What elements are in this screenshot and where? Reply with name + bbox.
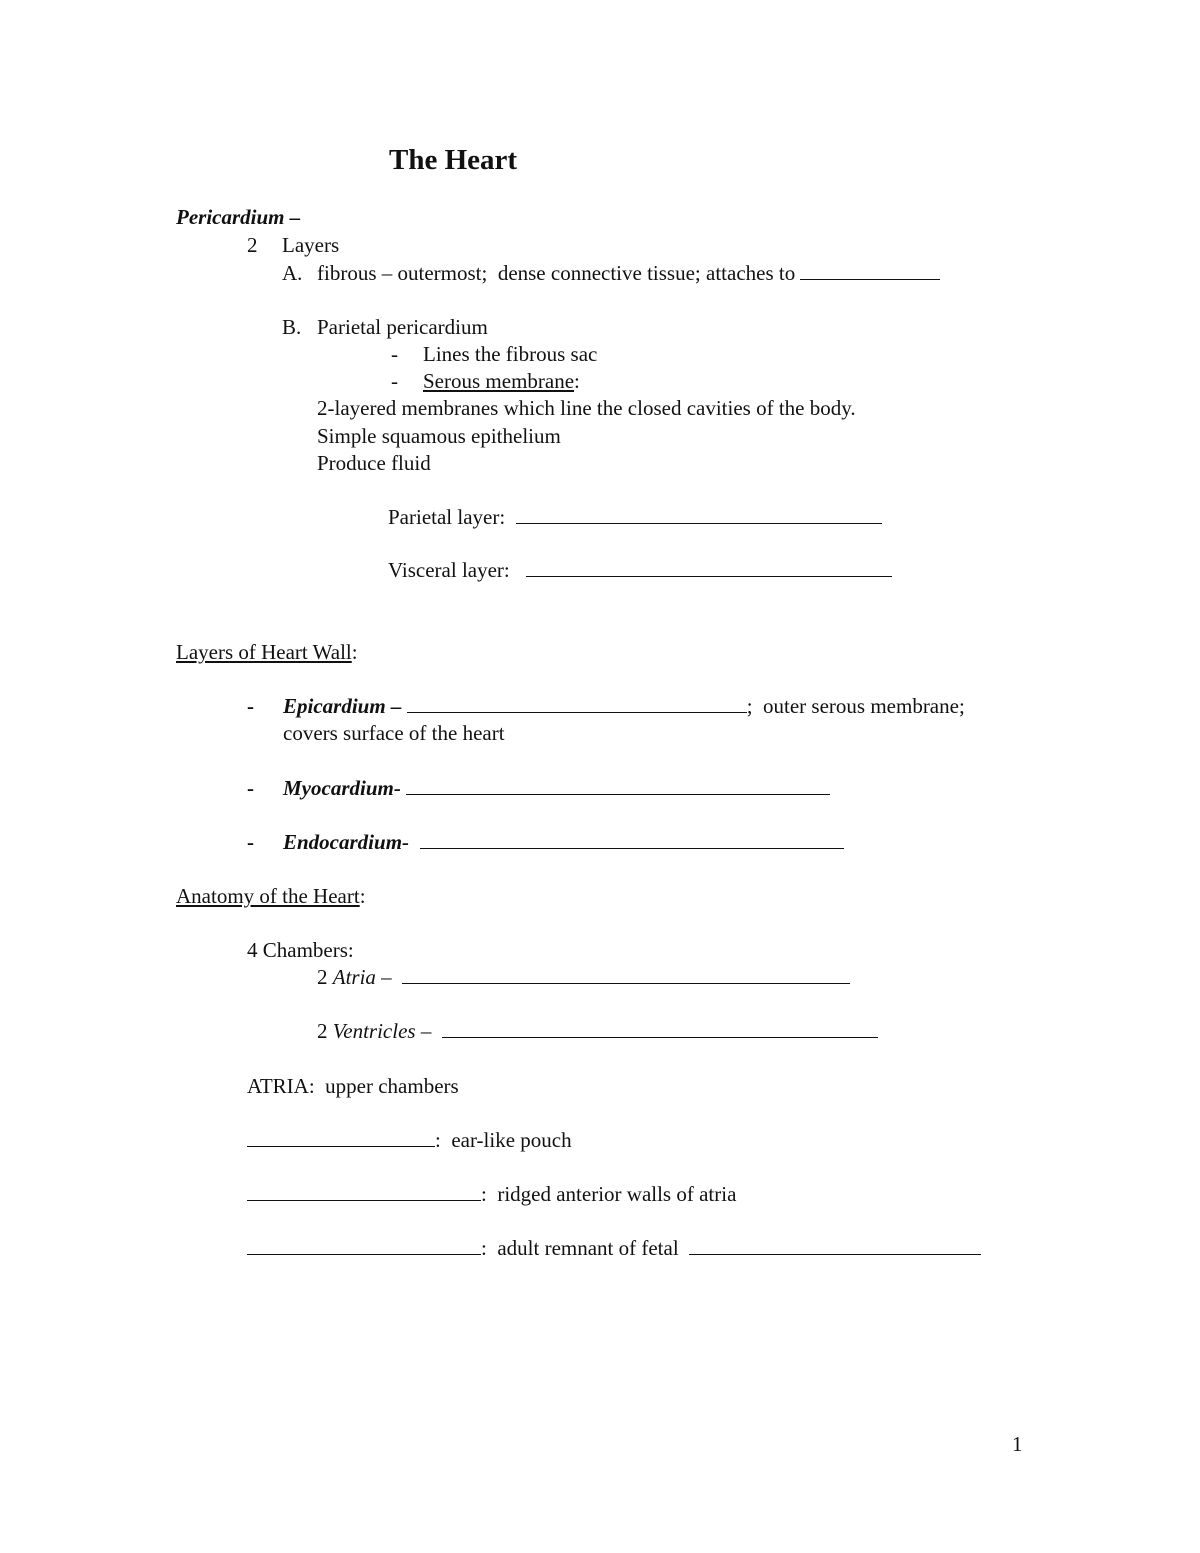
sub-item-fibrous-sac: Lines the fibrous sac <box>423 342 598 366</box>
myocardium-row: Myocardium- <box>283 778 830 799</box>
fill-blank[interactable] <box>516 522 882 524</box>
chambers-label: 4 Chambers: <box>247 938 354 962</box>
bullet-dash: - <box>247 830 254 854</box>
item-a-marker: A. <box>282 261 303 285</box>
item-a-text: fibrous – outermost; dense connective tissue; attaches to <box>317 263 940 284</box>
atria-upper-chambers: ATRIA: upper chambers <box>247 1074 459 1098</box>
item-b-text: Parietal pericardium <box>317 315 488 339</box>
page-number: 1 <box>1012 1432 1023 1456</box>
fill-blank[interactable] <box>420 847 844 849</box>
fill-blank[interactable] <box>402 982 850 984</box>
description-line: Simple squamous epithelium <box>317 424 561 448</box>
layers-number: 2 <box>247 233 258 257</box>
fill-blank[interactable] <box>800 278 940 280</box>
bullet-dash: - <box>247 776 254 800</box>
bullet-dash: - <box>391 369 398 393</box>
fill-blank[interactable] <box>247 1253 481 1255</box>
ventricles-row: 2 Ventricles – <box>317 1021 878 1042</box>
fill-blank[interactable] <box>689 1253 981 1255</box>
endocardium-row: Endocardium- <box>283 832 844 853</box>
anatomy-heading: Anatomy of the Heart: <box>176 884 366 908</box>
pericardium-heading: Pericardium – <box>176 205 301 229</box>
fill-blank[interactable] <box>442 1036 878 1038</box>
description-line: 2-layered membranes which line the closed cavities of the body. <box>317 396 856 420</box>
atria-row: 2 Atria – <box>317 967 850 988</box>
bullet-dash: - <box>247 694 254 718</box>
epicardium-continuation: covers surface of the heart <box>283 721 505 745</box>
fill-blank[interactable] <box>407 711 747 713</box>
fill-blank[interactable] <box>247 1199 481 1201</box>
fill-blank[interactable] <box>526 575 892 577</box>
heart-wall-heading: Layers of Heart Wall: <box>176 640 358 664</box>
auricle-row: : ear-like pouch <box>247 1130 572 1151</box>
page-title: The Heart <box>389 144 518 176</box>
fill-blank[interactable] <box>247 1145 435 1147</box>
description-line: Produce fluid <box>317 451 431 475</box>
parietal-layer-row: Parietal layer: <box>388 507 882 528</box>
layers-label: Layers <box>282 233 340 257</box>
sub-item-serous-membrane: Serous membrane: <box>423 369 580 393</box>
fossa-ovalis-row: : adult remnant of fetal <box>247 1238 981 1259</box>
pectinate-row: : ridged anterior walls of atria <box>247 1184 736 1205</box>
item-b-marker: B. <box>282 315 302 339</box>
fill-blank[interactable] <box>406 793 830 795</box>
epicardium-row: Epicardium – ; outer serous membrane; <box>283 694 965 718</box>
bullet-dash: - <box>391 342 398 366</box>
visceral-layer-row: Visceral layer: <box>388 560 892 581</box>
